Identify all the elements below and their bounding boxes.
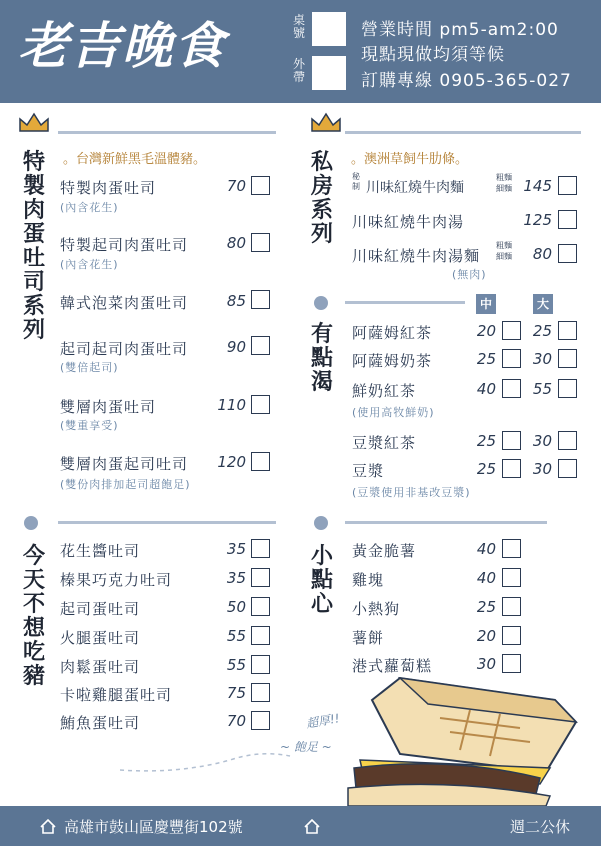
- item-price: 110: [217, 396, 246, 414]
- menu-item: 起司蛋吐司: [60, 600, 141, 618]
- item-price: 85: [226, 292, 246, 310]
- item-note: (雙倍起司): [60, 361, 119, 374]
- section-dot: [24, 516, 38, 530]
- item-price: 40: [476, 569, 496, 587]
- thin-noodle-label: 細麵: [496, 184, 512, 193]
- section-title-noodle: 私房系列: [310, 149, 333, 247]
- menu-item: 鮪魚蛋吐司: [60, 714, 141, 732]
- price-large: 55: [532, 380, 552, 398]
- secret-recipe-tag: 秘制: [352, 172, 360, 191]
- order-checkbox[interactable]: [251, 452, 270, 471]
- order-checkbox-large[interactable]: [558, 459, 577, 478]
- menu-item: 豆漿: [352, 462, 385, 480]
- thick-note: 超厚!!: [305, 711, 341, 731]
- menu-item: 小熱狗: [352, 600, 401, 618]
- order-checkbox[interactable]: [251, 395, 270, 414]
- order-checkbox[interactable]: [251, 568, 270, 587]
- item-price: 50: [226, 598, 246, 616]
- price-large: 30: [532, 432, 552, 450]
- menu-item: 起司起司肉蛋吐司: [60, 340, 189, 358]
- order-checkbox[interactable]: [251, 711, 270, 730]
- sandwich-illustration: [340, 660, 600, 806]
- takeout-box[interactable]: [312, 56, 346, 90]
- thick-noodle-label: 粗麵: [496, 241, 512, 250]
- item-price: 75: [226, 684, 246, 702]
- thin-noodle-label: 細麵: [496, 252, 512, 261]
- order-checkbox[interactable]: [558, 176, 577, 195]
- order-checkbox[interactable]: [251, 233, 270, 252]
- shop-address: 高雄市鼓山區慶豐街102號: [64, 818, 243, 836]
- section-dot: [314, 296, 328, 310]
- price-medium: 25: [476, 432, 496, 450]
- price-large: 25: [532, 322, 552, 340]
- size-large-badge: 大: [533, 294, 553, 314]
- thick-noodle-label: 粗麵: [496, 173, 512, 182]
- item-note: (無肉): [452, 268, 487, 281]
- menu-item: 韓式泡菜肉蛋吐司: [60, 294, 189, 312]
- section-title-drinks: 有點渴: [310, 321, 333, 395]
- made-to-order-note: 現點現做均須等候: [361, 45, 505, 65]
- price-large: 30: [532, 350, 552, 368]
- menu-footer: [0, 806, 601, 846]
- full-note: ~ 飽足 ~: [280, 740, 332, 754]
- item-price: 120: [217, 453, 246, 471]
- section-title-toast: 特製肉蛋吐司系列: [22, 149, 45, 343]
- price-medium: 20: [476, 322, 496, 340]
- menu-item: 雙層肉蛋起司吐司: [60, 455, 189, 473]
- order-checkbox-large[interactable]: [558, 379, 577, 398]
- item-price: 20: [476, 627, 496, 645]
- shop-logo: 老吉晚食: [18, 16, 226, 75]
- order-checkbox[interactable]: [251, 290, 270, 309]
- order-checkbox[interactable]: [251, 539, 270, 558]
- item-price: 70: [226, 712, 246, 730]
- order-checkbox[interactable]: [251, 597, 270, 616]
- divider: [345, 131, 581, 134]
- divider: [58, 131, 276, 134]
- crown-icon: [17, 111, 51, 135]
- order-checkbox[interactable]: [502, 597, 521, 616]
- menu-item: 港式蘿蔔糕: [352, 657, 433, 675]
- price-medium: 40: [476, 380, 496, 398]
- section-title-no-pork: 今天不想吃豬: [22, 543, 45, 689]
- menu-item: 黃金脆薯: [352, 542, 417, 560]
- order-checkbox[interactable]: [502, 626, 521, 645]
- order-checkbox-large[interactable]: [558, 431, 577, 450]
- order-checkbox[interactable]: [502, 539, 521, 558]
- menu-item: 特製起司肉蛋吐司: [60, 236, 189, 254]
- order-checkbox[interactable]: [251, 655, 270, 674]
- menu-item: 鮮奶紅茶: [352, 382, 417, 400]
- order-checkbox[interactable]: [251, 626, 270, 645]
- divider: [58, 521, 276, 524]
- section-title-snacks: 小點心: [310, 543, 333, 617]
- price-medium: 25: [476, 460, 496, 478]
- menu-item: 雙層肉蛋吐司: [60, 398, 157, 416]
- item-price: 80: [532, 245, 552, 263]
- table-number-box[interactable]: [312, 12, 346, 46]
- item-price: 40: [476, 540, 496, 558]
- size-medium-badge: 中: [476, 294, 496, 314]
- item-note: (雙份肉排加起司超飽足): [60, 478, 191, 491]
- order-phone: 訂購專線 0905-365-027: [361, 71, 572, 91]
- menu-item: 卡啦雞腿蛋吐司: [60, 686, 173, 704]
- price-large: 30: [532, 460, 552, 478]
- item-price: 80: [226, 234, 246, 252]
- menu-item: 肉鬆蛋吐司: [60, 658, 141, 676]
- house-icon: [304, 819, 320, 834]
- menu-item: 花生醬吐司: [60, 542, 141, 560]
- menu-item: 阿薩姆紅茶: [352, 324, 433, 342]
- item-price: 25: [476, 598, 496, 616]
- menu-item: 川味紅燒牛肉湯: [352, 213, 465, 231]
- item-note: (使用高牧鮮奶): [352, 406, 435, 419]
- item-note: (內含花生): [60, 201, 119, 214]
- item-note: (內含花生): [60, 258, 119, 271]
- order-checkbox[interactable]: [558, 210, 577, 229]
- item-price: 35: [226, 569, 246, 587]
- order-checkbox[interactable]: [251, 336, 270, 355]
- price-medium: 25: [476, 350, 496, 368]
- section-subtitle-noodle: 。澳洲草飼牛肋條。: [351, 152, 469, 167]
- house-icon: [40, 819, 56, 834]
- section-subtitle-toast: 。台灣新鮮黑毛溫體豬。: [63, 152, 207, 167]
- item-price: 30: [476, 655, 496, 673]
- order-checkbox[interactable]: [502, 568, 521, 587]
- crown-icon: [309, 111, 343, 135]
- item-price: 55: [226, 627, 246, 645]
- item-price: 70: [226, 177, 246, 195]
- order-checkbox-large[interactable]: [558, 321, 577, 340]
- takeout-label: 外帶: [292, 57, 305, 84]
- item-note: (雙重享受): [60, 419, 119, 432]
- business-hours: 營業時間 pm5-am2:00: [361, 20, 559, 40]
- item-price: 90: [226, 338, 246, 356]
- menu-item: 火腿蛋吐司: [60, 629, 141, 647]
- menu-item: 阿薩姆奶茶: [352, 352, 433, 370]
- order-checkbox[interactable]: [251, 683, 270, 702]
- item-price: 145: [523, 177, 552, 195]
- menu-item: 川味紅燒牛肉湯麵: [352, 247, 481, 265]
- order-checkbox-large[interactable]: [558, 349, 577, 368]
- menu-item: 薯餅: [352, 629, 385, 647]
- divider: [345, 521, 547, 524]
- order-checkbox[interactable]: [251, 176, 270, 195]
- section-dot: [314, 516, 328, 530]
- menu-item: 榛果巧克力吐司: [60, 571, 173, 589]
- closed-day: 週二公休: [510, 818, 571, 836]
- menu-header: [0, 0, 601, 103]
- menu-item: 川味紅燒牛肉麵: [366, 180, 464, 196]
- item-price: 35: [226, 540, 246, 558]
- item-price: 125: [523, 211, 552, 229]
- item-note: (豆漿使用非基改豆漿): [352, 486, 471, 499]
- dine-in-label: 桌號: [292, 13, 305, 40]
- menu-item: 雞塊: [352, 571, 385, 589]
- order-checkbox[interactable]: [558, 244, 577, 263]
- divider: [345, 301, 465, 304]
- menu-item: 特製肉蛋吐司: [60, 179, 157, 197]
- decorative-swirl: [120, 740, 320, 780]
- item-price: 55: [226, 656, 246, 674]
- menu-item: 豆漿紅茶: [352, 434, 417, 452]
